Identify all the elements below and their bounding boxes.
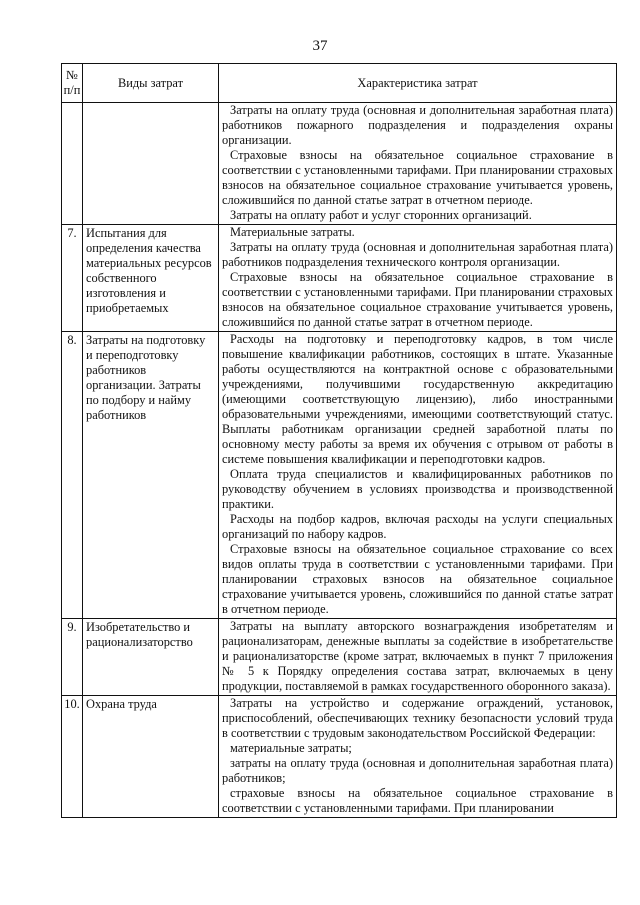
cost-type: Изобретательство и рационализаторство (83, 619, 219, 696)
header-num: № п/п (62, 64, 83, 103)
characteristic-paragraph: страховые взносы на обязательное социальное страхование в соответствии с установленными тарифами. При планировании (222, 786, 613, 815)
header-kind: Виды затрат (83, 64, 219, 103)
characteristic-paragraph: Затраты на оплату труда (основная и дополнительная заработная плата) работников пожарного подразделения и подразделения охраны организации. (222, 103, 613, 147)
table-row (62, 619, 617, 696)
characteristic-paragraph: Страховые взносы на обязательное социальное страхование в соответствии с установленными тарифами. При планировании страховых взносов на обязательное социальное страхование учитывается уровень, сложившийся по данной статье затрат в отчетном периоде. (222, 270, 613, 329)
table-row (62, 332, 617, 619)
table-row (62, 225, 617, 332)
table-header-row (62, 64, 617, 103)
header-char: Характеристика затрат (219, 64, 617, 103)
cost-characteristic (219, 696, 617, 818)
characteristic-paragraph: Страховые взносы на обязательное социальное страхование со всех видов оплаты труда в соответствии с установленными тарифами. При планировании страховых взносов на обязательное социальное страхование учитывается уровень, сложившийся по данной статье затрат в отчетном периоде. (222, 542, 613, 616)
cost-table (61, 63, 617, 818)
page-number: 37 (312, 38, 328, 54)
table-row (62, 103, 617, 225)
characteristic-paragraph: Затраты на устройство и содержание ограждений, установок, приспособлений, обеспечивающих технику безопасности условий труда в соответствии с трудовым законодательством Российской Федерации: (222, 696, 613, 740)
characteristic-paragraph: Страховые взносы на обязательное социальное страхование в соответствии с установленными тарифами. При планировании страховых взносов на обязательное социальное страхование учитывается уровень, сложившийся по данной статье затрат в отчетном периоде. (222, 148, 613, 207)
cost-characteristic (219, 225, 617, 332)
characteristic-paragraph: Расходы на подбор кадров, включая расходы на услуги специальных организаций по набору кадров. (222, 512, 613, 541)
characteristic-paragraph: Затраты на выплату авторского вознаграждения изобретателям и рационализаторам, денежные выплаты за содействие в изобретательстве и рационализаторстве (кроме затрат, включаемых в пункт 7 приложения № 5 к Порядку определения состава затрат, включаемых в цену продукции, поставляемой в рамках государственного оборонного заказа). (222, 619, 613, 693)
table-row (62, 696, 617, 818)
row-number: 7. (62, 225, 83, 332)
cost-type (83, 103, 219, 225)
cost-type: Затраты на подготовку и переподготовку работников организации. Затраты по подбору и найму работников (83, 332, 219, 619)
characteristic-paragraph: Оплата труда специалистов и квалифицированных работников по руководству обучением в условиях производства и производственной практики. (222, 467, 613, 511)
characteristic-paragraph: Материальные затраты. (230, 225, 355, 239)
characteristic-paragraph: затраты на оплату труда (основная и дополнительная заработная плата) работников; (222, 756, 613, 785)
characteristic-paragraph: Расходы на подготовку и переподготовку кадров, в том числе повышение квалификации работников, состоящих в штате. Указанные работы осуществляются на контрактной основе с образовательными учреждениями, получившими государственную аккредитацию (имеющими соответствующую лицензию), либо иностранными образовательными учреждениями, имеющими соответствующий статус. Выплаты работникам организации средней заработной платы по основному месту работы за время их обучения с отрывом от работы в системе повышения квалификации и переподготовки кадров. (222, 332, 613, 466)
cost-type: Испытания для определения качества материальных ресурсов собственного изготовления и приобретаемых (83, 225, 219, 332)
cost-characteristic (219, 332, 617, 619)
cost-type: Охрана труда (83, 696, 219, 818)
characteristic-paragraph: Затраты на оплату труда (основная и дополнительная заработная плата) работников подразделения технического контроля организации. (222, 240, 613, 269)
row-number: 10. (62, 696, 83, 818)
row-number: 8. (62, 332, 83, 619)
row-number: 9. (62, 619, 83, 696)
row-number (62, 103, 83, 225)
cost-characteristic (219, 103, 617, 225)
table-body (62, 103, 617, 818)
characteristic-paragraph: Затраты на оплату работ и услуг сторонних организаций. (230, 208, 532, 222)
characteristic-paragraph: материальные затраты; (230, 741, 352, 755)
cost-characteristic (219, 619, 617, 696)
